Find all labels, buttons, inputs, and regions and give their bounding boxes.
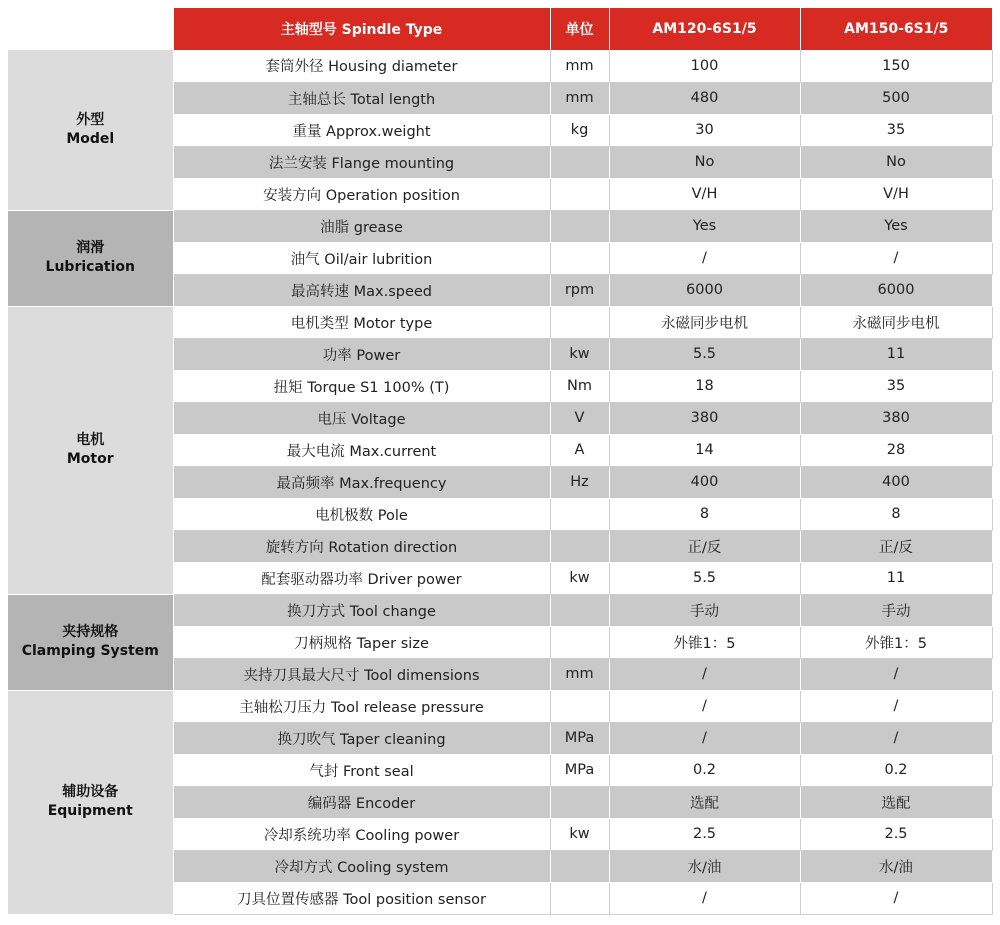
am150-value-cell: 500 (800, 82, 992, 114)
param-cell: 配套驱动器功率 Driver power (173, 562, 550, 594)
am120-value-cell: 外锥1：5 (609, 626, 800, 658)
group-label-zh: 润滑 (76, 240, 105, 256)
am150-value-cell: 正/反 (800, 530, 992, 562)
param-cell: 最高转速 Max.speed (173, 274, 550, 306)
unit-cell: mm (550, 50, 609, 82)
am150-value-cell: 35 (800, 370, 992, 402)
am150-value-cell: 400 (800, 466, 992, 498)
am150-value-cell: 8 (800, 498, 992, 530)
am150-value-cell: / (800, 882, 992, 914)
param-cell: 换刀方式 Tool change (173, 594, 550, 626)
am120-value-cell: / (609, 690, 800, 722)
unit-cell (550, 594, 609, 626)
group-label-zh: 电机 (76, 432, 105, 448)
unit-cell (550, 178, 609, 210)
unit-cell: kw (550, 818, 609, 850)
am150-value-cell: / (800, 690, 992, 722)
param-cell: 功率 Power (173, 338, 550, 370)
spec-row (8, 594, 992, 626)
param-cell: 气封 Front seal (173, 754, 550, 786)
am120-value-cell: Yes (609, 210, 800, 242)
unit-cell: MPa (550, 722, 609, 754)
param-cell: 主轴松刀压力 Tool release pressure (173, 690, 550, 722)
unit-cell (550, 786, 609, 818)
am120-value-cell: / (609, 722, 800, 754)
am120-value-cell: 14 (609, 434, 800, 466)
am120-value-cell: / (609, 882, 800, 914)
am150-value-cell: 手动 (800, 594, 992, 626)
am120-value-cell: 2.5 (609, 818, 800, 850)
am150-value-cell: 6000 (800, 274, 992, 306)
am150-value-cell: 11 (800, 338, 992, 370)
am120-value-cell: 380 (609, 402, 800, 434)
unit-cell (550, 306, 609, 338)
param-cell: 主轴总长 Total length (173, 82, 550, 114)
param-cell: 油气 Oil/air lubrition (173, 242, 550, 274)
am150-value-cell: 35 (800, 114, 992, 146)
group-label (8, 594, 173, 690)
unit-cell (550, 530, 609, 562)
group-label-zh: 夹持规格 (62, 624, 119, 640)
am150-value-cell: No (800, 146, 992, 178)
param-cell: 冷却系统功率 Cooling power (173, 818, 550, 850)
group-label (8, 210, 173, 306)
unit-cell: rpm (550, 274, 609, 306)
param-cell: 电机极数 Pole (173, 498, 550, 530)
unit-cell (550, 882, 609, 914)
param-cell: 法兰安装 Flange mounting (173, 146, 550, 178)
unit-cell: Nm (550, 370, 609, 402)
am150-value-cell: 150 (800, 50, 992, 82)
am120-value-cell: 400 (609, 466, 800, 498)
am150-value-cell: 选配 (800, 786, 992, 818)
header-corner (8, 8, 173, 50)
param-cell: 冷却方式 Cooling system (173, 850, 550, 882)
am150-value-cell: / (800, 722, 992, 754)
am120-value-cell: 手动 (609, 594, 800, 626)
am120-value-cell: 5.5 (609, 562, 800, 594)
param-cell: 换刀吹气 Taper cleaning (173, 722, 550, 754)
group-label-zh: 辅助设备 (62, 784, 119, 800)
am120-value-cell: 100 (609, 50, 800, 82)
group-label-en: Equipment (47, 803, 133, 819)
unit-cell: mm (550, 82, 609, 114)
spec-body (8, 50, 992, 914)
param-cell: 油脂 grease (173, 210, 550, 242)
header-unit: 单位 (550, 8, 609, 50)
am120-value-cell: 0.2 (609, 754, 800, 786)
param-cell: 旋转方向 Rotation direction (173, 530, 550, 562)
group-label (8, 50, 173, 210)
spec-row (8, 306, 992, 338)
am120-value-cell: 5.5 (609, 338, 800, 370)
unit-cell (550, 146, 609, 178)
unit-cell (550, 850, 609, 882)
am150-value-cell: 水/油 (800, 850, 992, 882)
am120-value-cell: 水/油 (609, 850, 800, 882)
unit-cell: V (550, 402, 609, 434)
am120-value-cell: No (609, 146, 800, 178)
spindle-spec-table (8, 8, 993, 915)
group-label-en: Model (66, 130, 115, 147)
am150-value-cell: 2.5 (800, 818, 992, 850)
param-cell: 扭矩 Torque S1 100% (T) (173, 370, 550, 402)
unit-cell: MPa (550, 754, 609, 786)
spec-row (8, 210, 992, 242)
am120-value-cell: 18 (609, 370, 800, 402)
am120-value-cell: / (609, 242, 800, 274)
unit-cell (550, 690, 609, 722)
am120-value-cell: V/H (609, 178, 800, 210)
param-cell: 重量 Approx.weight (173, 114, 550, 146)
spec-row (8, 690, 992, 722)
unit-cell: mm (550, 658, 609, 690)
param-cell: 刀柄规格 Taper size (173, 626, 550, 658)
param-cell: 编码器 Encoder (173, 786, 550, 818)
header-model-am120: AM120-6S1/5 (609, 8, 800, 50)
unit-cell: kw (550, 562, 609, 594)
am120-value-cell: 8 (609, 498, 800, 530)
am150-value-cell: 28 (800, 434, 992, 466)
spec-row (8, 50, 992, 82)
am120-value-cell: 6000 (609, 274, 800, 306)
unit-cell (550, 242, 609, 274)
unit-cell: Hz (550, 466, 609, 498)
group-label (8, 690, 173, 914)
param-cell: 套筒外径 Housing diameter (173, 50, 550, 82)
group-label-en: Clamping System (21, 643, 159, 659)
am150-value-cell: Yes (800, 210, 992, 242)
am150-value-cell: 0.2 (800, 754, 992, 786)
am150-value-cell: V/H (800, 178, 992, 210)
param-cell: 最高频率 Max.frequency (173, 466, 550, 498)
group-label-en: Motor (66, 451, 114, 467)
param-cell: 最大电流 Max.current (173, 434, 550, 466)
header-parameter: 主轴型号 Spindle Type (173, 8, 550, 50)
unit-cell: kw (550, 338, 609, 370)
unit-cell (550, 626, 609, 658)
header-model-am150: AM150-6S1/5 (800, 8, 992, 50)
am150-value-cell: 永磁同步电机 (800, 306, 992, 338)
header-row (8, 8, 992, 50)
am120-value-cell: / (609, 658, 800, 690)
unit-cell: kg (550, 114, 609, 146)
am150-value-cell: 外锥1：5 (800, 626, 992, 658)
am120-value-cell: 正/反 (609, 530, 800, 562)
am150-value-cell: / (800, 658, 992, 690)
param-cell: 刀具位置传感器 Tool position sensor (173, 882, 550, 914)
unit-cell (550, 498, 609, 530)
param-cell: 夹持刀具最大尺寸 Tool dimensions (173, 658, 550, 690)
am120-value-cell: 永磁同步电机 (609, 306, 800, 338)
group-label (8, 306, 173, 594)
group-label-zh: 外型 (76, 111, 105, 128)
param-cell: 安装方向 Operation position (173, 178, 550, 210)
am150-value-cell: 380 (800, 402, 992, 434)
unit-cell (550, 210, 609, 242)
am120-value-cell: 30 (609, 114, 800, 146)
group-label-en: Lubrication (45, 259, 135, 275)
am120-value-cell: 480 (609, 82, 800, 114)
param-cell: 电机类型 Motor type (173, 306, 550, 338)
unit-cell: A (550, 434, 609, 466)
param-cell: 电压 Voltage (173, 402, 550, 434)
am150-value-cell: / (800, 242, 992, 274)
am120-value-cell: 选配 (609, 786, 800, 818)
am150-value-cell: 11 (800, 562, 992, 594)
